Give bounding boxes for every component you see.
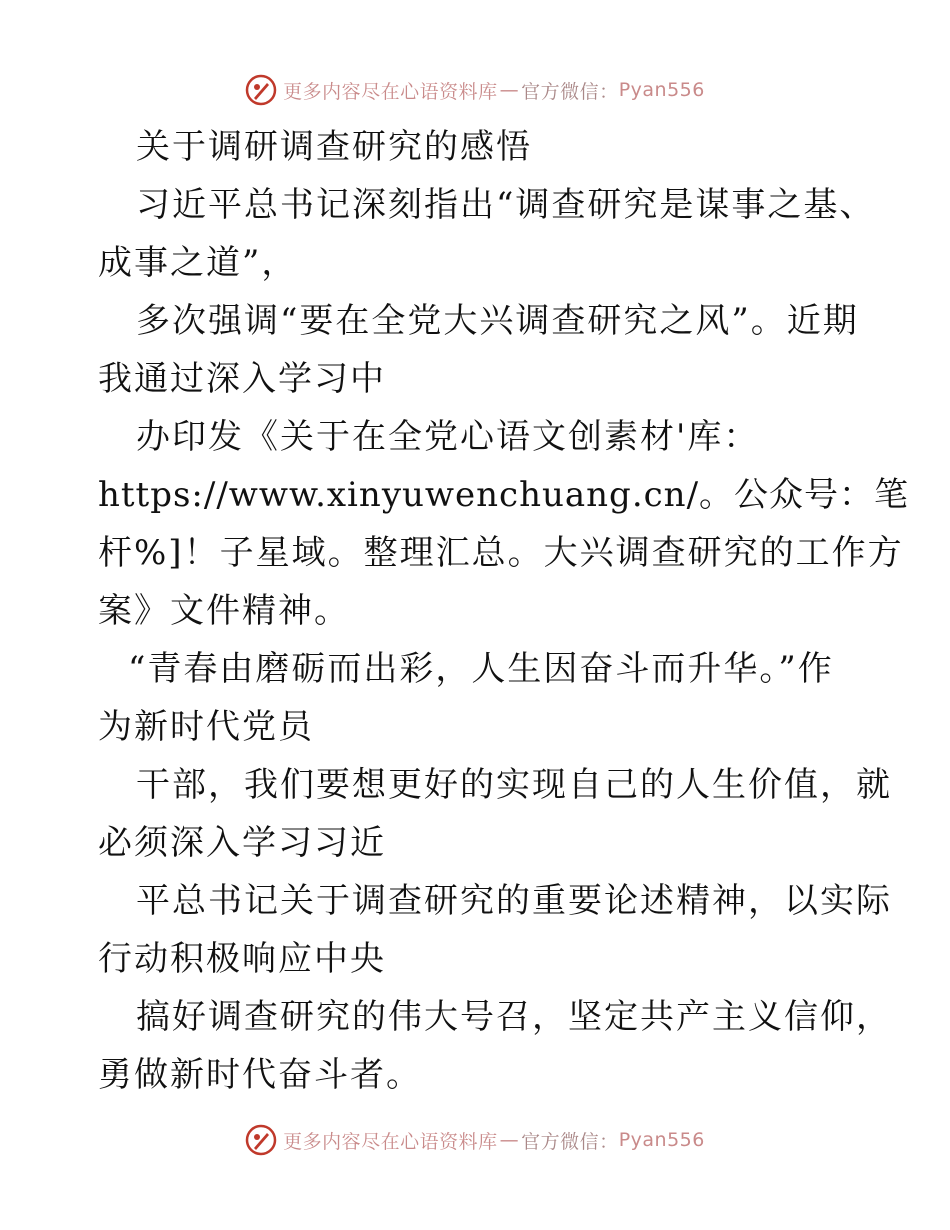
footer-wechat-id: Pyan556: [618, 1129, 705, 1151]
quill-pen-logo-icon: [245, 74, 277, 106]
quill-pen-logo-icon: [245, 1124, 277, 1156]
header-wechat-id: Pyan556: [618, 79, 705, 101]
footer-banner-separator: —: [499, 1129, 520, 1151]
footer-wechat-label: 官方微信：: [521, 1130, 619, 1153]
paragraph-line-url: https://www.xinyuwenchuang.cn/。公众号：笔: [98, 475, 910, 515]
footer-banner[interactable]: [0, 1120, 950, 1160]
paragraph-line: 搞好调查研究的伟大号召，坚定共产主义信仰，: [136, 997, 892, 1037]
paragraph-line: 杆%]！子星域。整理汇总。大兴调查研究的工作方: [98, 533, 904, 573]
document-body: [98, 118, 910, 1104]
header-banner[interactable]: [0, 70, 950, 110]
paragraph-line: 案》文件精神。: [98, 591, 350, 631]
paragraph-line: 成事之道”，: [98, 243, 298, 283]
header-banner-text: 更多内容尽在心语资料库: [283, 80, 498, 103]
header-banner-separator: —: [499, 79, 520, 101]
paragraph-line: 为新时代党员: [98, 707, 314, 747]
paragraph-line: 习近平总书记深刻指出“调查研究是谋事之基、: [136, 185, 876, 225]
document-title: 关于调研调查研究的感悟: [136, 127, 532, 167]
paragraph-line: 办印发《关于在全党心语文创素材'库：: [136, 417, 760, 457]
paragraph-line: 多次强调“要在全党大兴调查研究之风”。近期: [136, 301, 859, 341]
paragraph-line: “青春由磨砺而出彩，人生因奋斗而升华。”作: [128, 649, 834, 689]
paragraph-line: 勇做新时代奋斗者。: [98, 1055, 422, 1095]
paragraph-line: 干部，我们要想更好的实现自己的人生价值，就: [136, 765, 892, 805]
paragraph-line: 我通过深入学习中: [98, 359, 386, 399]
paragraph-line: 行动积极响应中央: [98, 939, 386, 979]
footer-banner-text: 更多内容尽在心语资料库: [283, 1130, 498, 1153]
paragraph-line: 必须深入学习习近: [98, 823, 386, 863]
paragraph-line: 平总书记关于调查研究的重要论述精神，以实际: [136, 881, 892, 921]
header-wechat-label: 官方微信：: [521, 80, 619, 103]
